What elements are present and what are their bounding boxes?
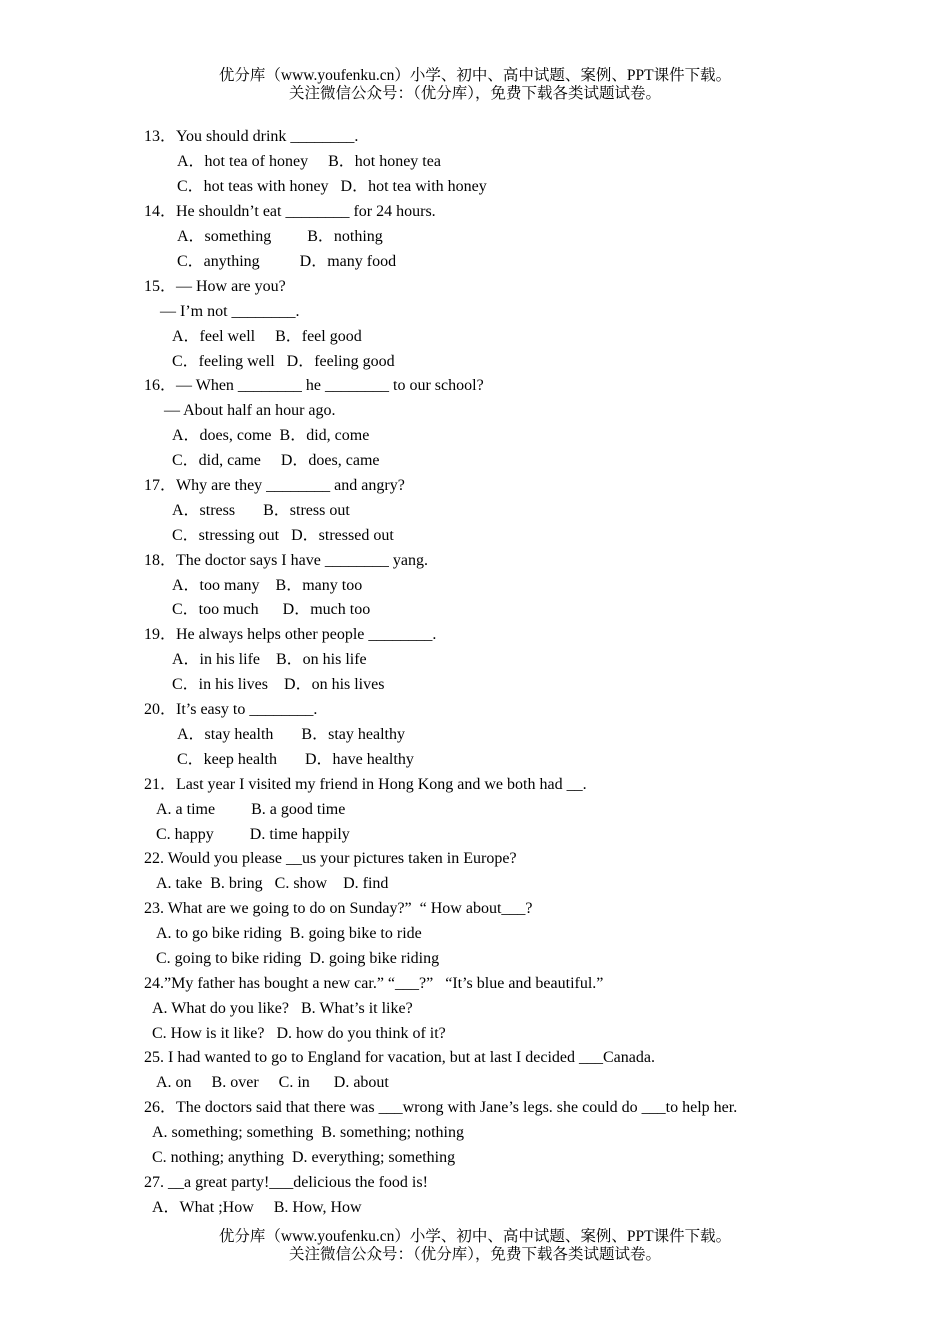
q17-options-ab: A．stress B．stress out [172, 502, 350, 519]
q13-options-ab: A．hot tea of honey B．hot honey tea [177, 153, 441, 170]
q17-options-cd: C．stressing out D．stressed out [172, 527, 394, 544]
question-26: 26．The doctors said that there was ___wrong with Jane’s legs. she could do ___to help her. [144, 1099, 738, 1116]
question-15: 15．— How are you? [144, 278, 286, 295]
question-20: 20．It’s easy to ________. [144, 701, 318, 718]
question-22: 22. Would you please __us your pictures taken in Europe? [144, 850, 517, 867]
q22-options: A. take B. bring C. show D. find [156, 875, 389, 892]
q19-options-ab: A．in his life B．on his life [172, 651, 367, 668]
q18-options-ab: A．too many B．many too [172, 577, 363, 594]
q21-options-ab: A. a time B. a good time [156, 801, 346, 818]
q15-options-cd: C．feeling well D．feeling good [172, 353, 395, 370]
q14-options-ab: A．something B．nothing [177, 228, 383, 245]
question-16: 16．— When ________ he ________ to our school? [144, 377, 484, 394]
q20-options-ab: A．stay health B．stay healthy [177, 726, 405, 743]
q14-options-cd: C．anything D．many food [177, 253, 397, 270]
q26-options-ab: A. something; something B. something; nothing [152, 1124, 464, 1141]
question-17: 17．Why are they ________ and angry? [144, 477, 405, 494]
q23-options-ab: A. to go bike riding B. going bike to ride [156, 925, 422, 942]
q26-options-cd: C. nothing; anything D. everything; something [152, 1149, 456, 1166]
footer-line-1: 优分库（www.youfenku.cn）小学、初中、高中试题、案例、PPT课件下载。 [218, 1228, 732, 1245]
q23-options-cd: C. going to bike riding D. going bike riding [156, 950, 440, 967]
q25-options: A. on B. over C. in D. about [156, 1074, 389, 1091]
question-27: 27. __a great party!___delicious the food is! [144, 1174, 428, 1191]
q15-reply: — I’m not ________. [160, 303, 300, 320]
question-21: 21．Last year I visited my friend in Hong Kong and we both had __. [144, 776, 587, 793]
header-line-2: 关注微信公众号：（优分库），免费下载各类试题试卷。 [288, 85, 661, 102]
q13-options-cd: C．hot teas with honey D．hot tea with honey [177, 178, 487, 195]
q15-options-ab: A．feel well B．feel good [172, 328, 362, 345]
question-13: 13．You should drink ________. [144, 128, 359, 145]
q27-options-ab: A．What ;How B. How, How [152, 1199, 362, 1216]
q18-options-cd: C．too much D．much too [172, 601, 371, 618]
page-header [0, 67, 950, 103]
header-line-1: 优分库（www.youfenku.cn）小学、初中、高中试题、案例、PPT课件下载。 [218, 67, 732, 84]
q24-options-cd: C. How is it like? D. how do you think of it? [152, 1025, 446, 1042]
q19-options-cd: C．in his lives D．on his lives [172, 676, 385, 693]
question-14: 14．He shouldn’t eat ________ for 24 hours. [144, 203, 436, 220]
question-24: 24.”My father has bought a new car.” “___?” “It’s blue and beautiful.” [144, 975, 604, 992]
question-25: 25. I had wanted to go to England for vacation, but at last I decided ___Canada. [144, 1049, 655, 1066]
page-footer [0, 1228, 950, 1264]
question-19: 19．He always helps other people ________. [144, 626, 437, 643]
q16-options-ab: A．does, come B．did, come [172, 427, 370, 444]
q20-options-cd: C．keep health D．have healthy [177, 751, 414, 768]
q16-reply: — About half an hour ago. [164, 402, 336, 419]
q21-options-cd: C. happy D. time happily [156, 826, 350, 843]
question-18: 18．The doctor says I have ________ yang. [144, 552, 428, 569]
q24-options-ab: A. What do you like? B. What’s it like? [152, 1000, 413, 1017]
footer-line-2: 关注微信公众号：（优分库），免费下载各类试题试卷。 [288, 1246, 661, 1263]
question-23: 23. What are we going to do on Sunday?” “ How about___? [144, 900, 533, 917]
q16-options-cd: C．did, came D．does, came [172, 452, 380, 469]
